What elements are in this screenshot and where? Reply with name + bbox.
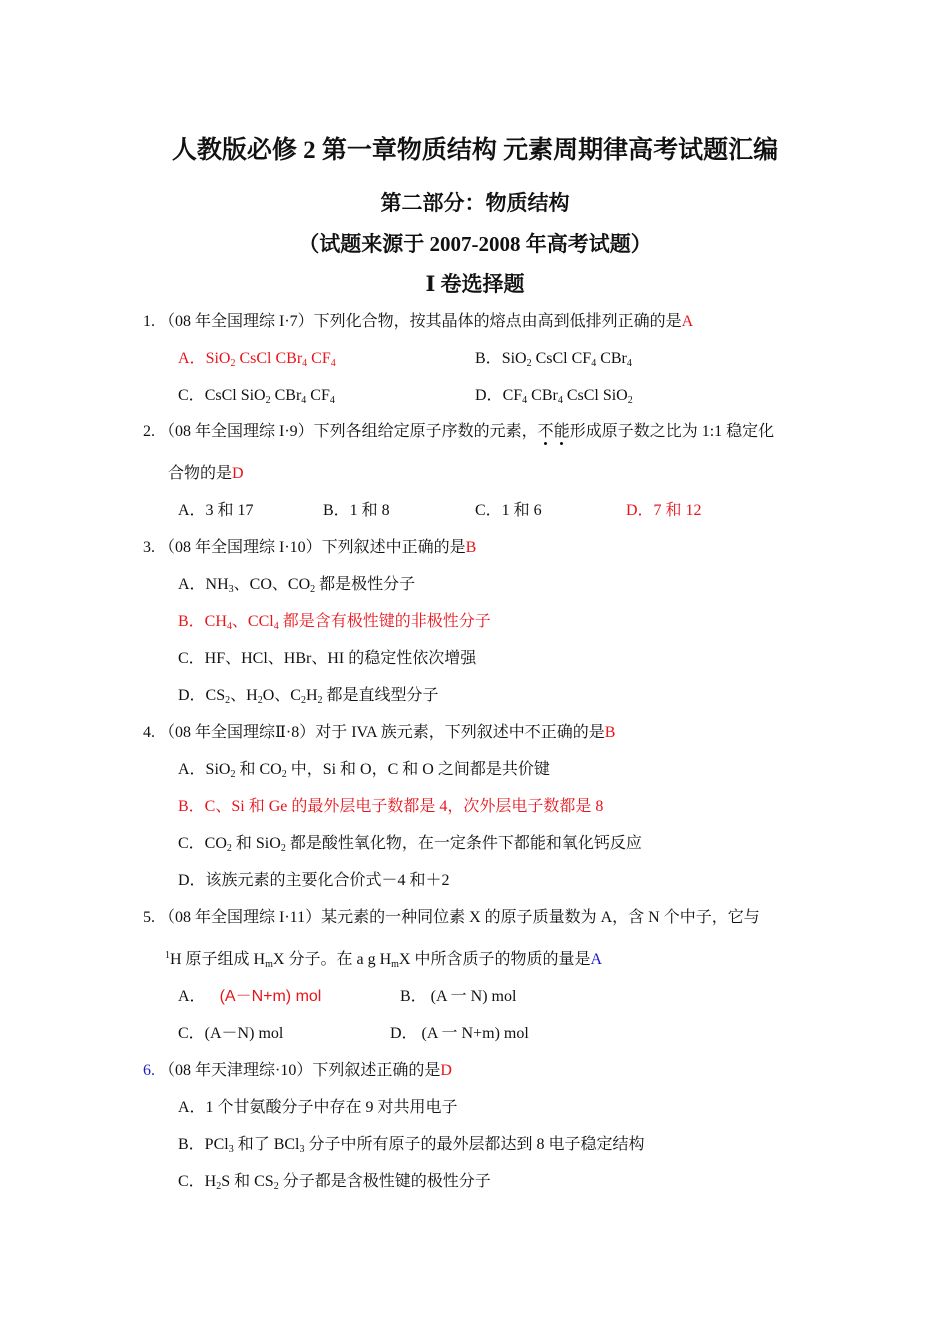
question-3-option-b: B．$CH_4$、CCl$_4$ 都是含有极性键的非极性分子 [178, 613, 491, 632]
question-5-option-c: C．(A－N) mol [178, 1025, 284, 1042]
question-3-option-c: C．HF、HCl、HBr、HI 的稳定性依次增强 [178, 650, 477, 667]
question-1-stem: 1. （08 年全国理综 I·7）下列化合物，按其晶体的熔点由高到低排列正确的是A [143, 313, 694, 330]
question-3-option-a: A．$NH_3$、CO、$CO_2$ 都是极性分子 [178, 576, 416, 595]
answer-key: A [590, 951, 603, 968]
question-2-option-c: C．1 和 6 [475, 502, 542, 519]
question-1-option-b: B．SiO$_2$ CsCl $CF_4$ CBr$_4$ [475, 350, 632, 369]
question-number: 4. [143, 724, 155, 741]
question-5-stem: 5. （08 年全国理综 I·11）某元素的一种同位素 X 的原子质量数为 A，含 N 个中子，它与 [143, 909, 760, 926]
answer-key: D [440, 1062, 452, 1079]
question-number: 2. [143, 423, 155, 440]
question-2-option-b: B．1 和 8 [323, 502, 390, 519]
question-6-option-a: A．1 个甘氨酸分子中存在 9 对共用电子 [178, 1099, 458, 1116]
question-6-stem: 6. （08 年天津理综·10）下列叙述正确的是D [143, 1062, 452, 1079]
document-title: 人教版必修 2 第一章物质结构 元素周期律高考试题汇编 [171, 137, 779, 164]
question-1-option-a: A．SiO$_2$ CsCl CBr$_4$ $CF_4$ [178, 350, 336, 369]
question-2-stem: 2. （08 年全国理综 I·9）下列各组给定原子序数的元素，不能形成原子数之比为 1:1 稳定化 [143, 423, 775, 440]
question-2-stem-cont: 合物的是D [168, 465, 244, 482]
question-1-option-c: C．CsCl SiO$_2$ CBr$_4$ $CF_4$ [178, 387, 335, 406]
answer-key: D [232, 465, 244, 482]
answer-key: B [604, 724, 616, 741]
emphasis-dot-text: 能 [553, 423, 570, 440]
question-4-option-c: C．$CO_2$ 和 SiO$_2$ 都是酸性氧化物，在一定条件下都能和氧化钙反应 [178, 835, 642, 854]
question-6-option-b: B．PCl$_3$ 和了 BCl$_3$ 分子中所有原子的最外层都达到 8 电子稳定结构 [178, 1136, 645, 1155]
question-3-stem: 3. （08 年全国理综 I·10）下列叙述中正确的是B [143, 539, 477, 556]
question-number: 6. [143, 1062, 155, 1079]
part-title: 第二部分：物质结构 [380, 191, 570, 215]
question-number: 1. [143, 313, 155, 330]
answer-key: B [465, 539, 477, 556]
question-1-option-d: D．$CF_4$ CBr$_4$ CsCl SiO$_2$ [475, 387, 633, 406]
emphasis-dot-text: 不 [537, 423, 554, 440]
question-4-option-b: B．C、Si 和 Ge 的最外层电子数都是 4，次外层电子数都是 8 [178, 798, 604, 815]
question-2-option-a: A．3 和 17 [178, 502, 254, 519]
question-4-stem: 4. （08 年全国理综Ⅱ·8）对于 IVA 族元素，下列叙述中不正确的是B [143, 724, 616, 741]
question-5-option-d: D． (A 一 N+m) mol [390, 1025, 529, 1042]
question-5-option-a: A． (A－N+m) mol [178, 988, 322, 1005]
question-number: 5. [143, 909, 155, 926]
section-title: Ⅰ 卷选择题 [425, 272, 525, 296]
source-note: （试题来源于 2007-2008 年高考试题） [298, 232, 652, 256]
question-4-option-d: D．该族元素的主要化合价式－4 和＋2 [178, 872, 450, 889]
question-2-option-d: D．7 和 12 [626, 502, 702, 519]
question-5-option-b: B． (A 一 N) mol [400, 988, 517, 1005]
question-number: 3. [143, 539, 155, 556]
question-3-option-d: D．$CS_2$、$H_2O$、$C_2H_2$ 都是直线型分子 [178, 687, 439, 706]
question-4-option-a: A．SiO$_2$ 和 $CO_2$ 中，Si 和 O，C 和 O 之间都是共价键 [178, 761, 550, 780]
answer-key: A [681, 313, 694, 330]
question-5-stem-cont: $^1$H 原子组成 $H_mX$ 分子。在 a g $H_mX$ 中所含质子的物质的量是A [165, 950, 603, 970]
question-6-option-c: C．$H_2S$ 和 $CS_2$ 分子都是含极性键的极性分子 [178, 1173, 491, 1192]
